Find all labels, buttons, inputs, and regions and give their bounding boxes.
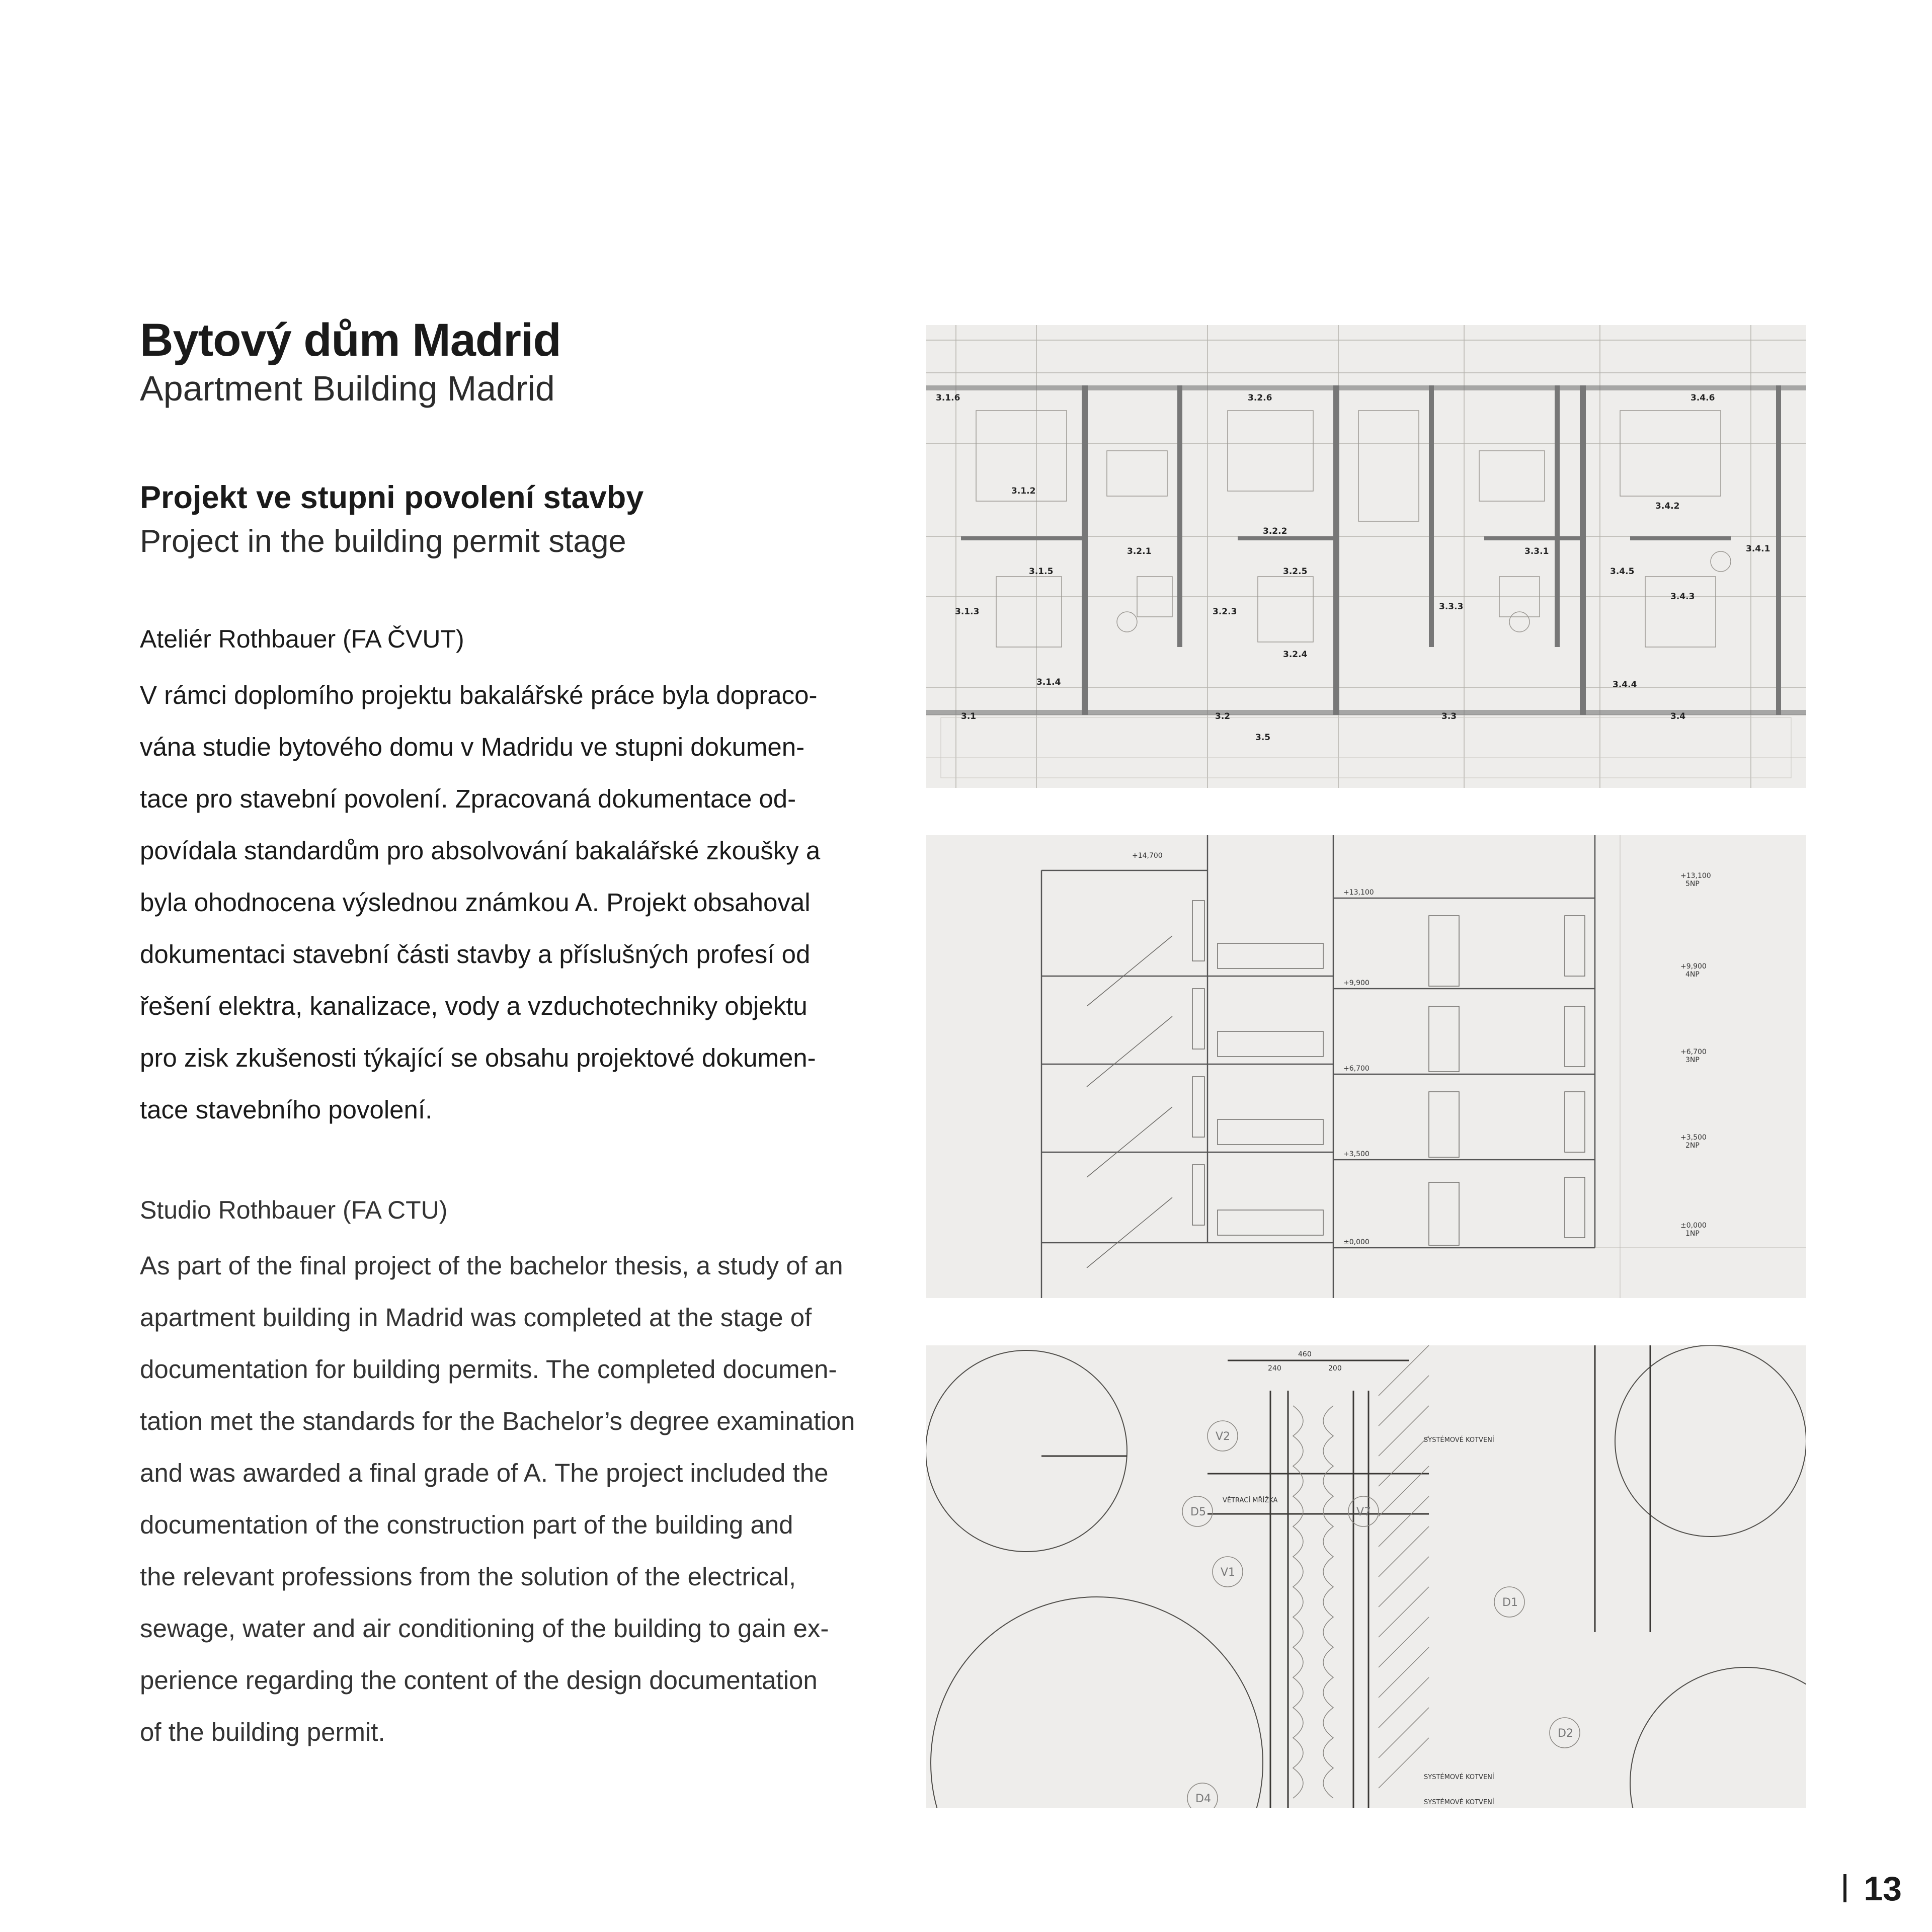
floor-label: 5NP xyxy=(1685,880,1700,888)
room-label: 3.1.5 xyxy=(1029,567,1054,577)
room-label: 3.1.2 xyxy=(1011,486,1036,496)
section-heading: Projekt ve stupni povolení stavby xyxy=(140,480,644,515)
text-line: tation met the standards for the Bachelor’s degree examination xyxy=(140,1407,855,1435)
room-label: 3.4.4 xyxy=(1613,680,1637,690)
floor-label: 1NP xyxy=(1685,1230,1700,1238)
callout-label: D2 xyxy=(1558,1727,1573,1740)
text-line: V rámci doplomího projektu bakalářské práce byla dopraco- xyxy=(140,681,818,709)
text-line: the relevant professions from the solution of the electrical, xyxy=(140,1562,796,1591)
level-label: ±0,000 xyxy=(1680,1222,1707,1230)
room-label: 3.3 xyxy=(1441,711,1457,721)
level-label: +3,500 xyxy=(1343,1150,1370,1158)
room-label: 3.3.1 xyxy=(1524,546,1549,556)
level-label: +6,700 xyxy=(1680,1048,1707,1056)
text-line: of the building permit. xyxy=(140,1718,385,1746)
paragraph-english xyxy=(140,1240,895,1758)
room-label: 3.1.6 xyxy=(936,393,960,403)
level-label: +13,100 xyxy=(1343,889,1374,897)
callout-label: D1 xyxy=(1502,1596,1518,1609)
section-heading-english: Project in the building permit stage xyxy=(140,524,626,559)
floor-plan-svg xyxy=(926,325,1806,788)
text-line: tace pro stavební povolení. Zpracovaná dokumentace od- xyxy=(140,784,796,813)
floor-plan-drawing xyxy=(926,325,1806,788)
callout-label: V7 xyxy=(1356,1506,1372,1518)
text-line: tace stavebního povolení. xyxy=(140,1095,433,1124)
dimension-label: 200 xyxy=(1328,1364,1342,1373)
text-line: řešení elektra, kanalizace, vody a vzduchotechniky objektu xyxy=(140,992,808,1020)
text-line: documentation of the construction part of the building and xyxy=(140,1510,793,1539)
page-number-value: 13 xyxy=(1864,1870,1902,1908)
studio-name-english: Studio Rothbauer (FA CTU) xyxy=(140,1196,448,1224)
level-label: +14,700 xyxy=(1132,852,1163,860)
annotation-text: SYSTÉMOVÉ KOTVENÍ xyxy=(1424,1774,1494,1781)
floor-label: 3NP xyxy=(1685,1056,1700,1064)
room-label: 3.1 xyxy=(961,711,977,721)
studio-name-czech: Ateliér Rothbauer (FA ČVUT) xyxy=(140,625,464,653)
room-label: 3.4.6 xyxy=(1691,393,1715,403)
page-number xyxy=(1843,1872,1902,1906)
text-line: apartment building in Madrid was completed at the stage of xyxy=(140,1303,812,1332)
text-line: dokumentaci stavební části stavby a příslušných profesí od xyxy=(140,940,811,969)
annotation-text: VĚTRACÍ MŘÍŽKA xyxy=(1223,1497,1278,1504)
section-svg xyxy=(926,835,1806,1298)
text-line: perience regarding the content of the design documentation xyxy=(140,1666,818,1695)
level-label: +6,700 xyxy=(1343,1065,1370,1073)
room-label: 3.5 xyxy=(1255,733,1271,743)
level-label: +3,500 xyxy=(1680,1134,1707,1142)
text-line: documentation for building permits. The completed documen- xyxy=(140,1355,837,1384)
room-label: 3.2.2 xyxy=(1263,526,1287,536)
text-line: As part of the final project of the bachelor thesis, a study of an xyxy=(140,1251,843,1280)
callout-label: D4 xyxy=(1195,1793,1211,1805)
page-title: Bytový dům Madrid xyxy=(140,314,561,366)
text-line: and was awarded a final grade of A. The project included the xyxy=(140,1459,829,1487)
dimension-label: 460 xyxy=(1298,1350,1312,1358)
level-label: +9,900 xyxy=(1343,979,1370,987)
room-label: 3.2.1 xyxy=(1127,546,1152,556)
level-label: +9,900 xyxy=(1680,962,1707,971)
page-title-english: Apartment Building Madrid xyxy=(140,369,555,408)
level-label: ±0,000 xyxy=(1343,1238,1370,1246)
callout-label: V2 xyxy=(1216,1430,1231,1443)
paragraph-czech xyxy=(140,669,895,1136)
level-label: +13,100 xyxy=(1680,872,1711,880)
room-label: 3.4.3 xyxy=(1670,592,1695,602)
room-label: 3.1.3 xyxy=(955,607,980,617)
callout-label: D5 xyxy=(1190,1506,1206,1518)
room-label: 3.1.4 xyxy=(1036,677,1061,687)
room-label: 3.2.4 xyxy=(1283,650,1308,660)
dimension-label: 240 xyxy=(1268,1364,1281,1373)
floor-label: 2NP xyxy=(1685,1142,1700,1150)
annotation-text: SYSTÉMOVÉ KOTVENÍ xyxy=(1424,1436,1494,1444)
callout-label: V1 xyxy=(1221,1566,1236,1579)
page-number-divider xyxy=(1843,1874,1846,1902)
room-label: 3.2.6 xyxy=(1248,393,1272,403)
room-label: 3.4 xyxy=(1670,711,1686,721)
facade-detail-drawing xyxy=(926,1345,1806,1808)
floor-label: 4NP xyxy=(1685,971,1700,979)
room-label: 3.3.3 xyxy=(1439,602,1464,612)
room-label: 3.2 xyxy=(1215,711,1231,721)
building-section-drawing xyxy=(926,835,1806,1298)
text-line: vána studie bytového domu v Madridu ve stupni dokumen- xyxy=(140,733,805,761)
text-line: pro zisk zkušenosti týkající se obsahu projektové dokumen- xyxy=(140,1043,816,1072)
room-label: 3.4.1 xyxy=(1746,544,1770,554)
text-line: byla ohodnocena výslednou známkou A. Projekt obsahoval xyxy=(140,888,811,917)
room-label: 3.2.3 xyxy=(1213,607,1237,617)
text-line: povídala standardům pro absolvování bakalářské zkoušky a xyxy=(140,836,821,865)
room-label: 3.2.5 xyxy=(1283,567,1308,577)
room-label: 3.4.5 xyxy=(1610,567,1635,577)
text-line: sewage, water and air conditioning of the building to gain ex- xyxy=(140,1614,829,1643)
room-label: 3.4.2 xyxy=(1655,501,1680,511)
detail-svg xyxy=(926,1345,1806,1808)
annotation-text: SYSTÉMOVÉ KOTVENÍ xyxy=(1424,1799,1494,1806)
